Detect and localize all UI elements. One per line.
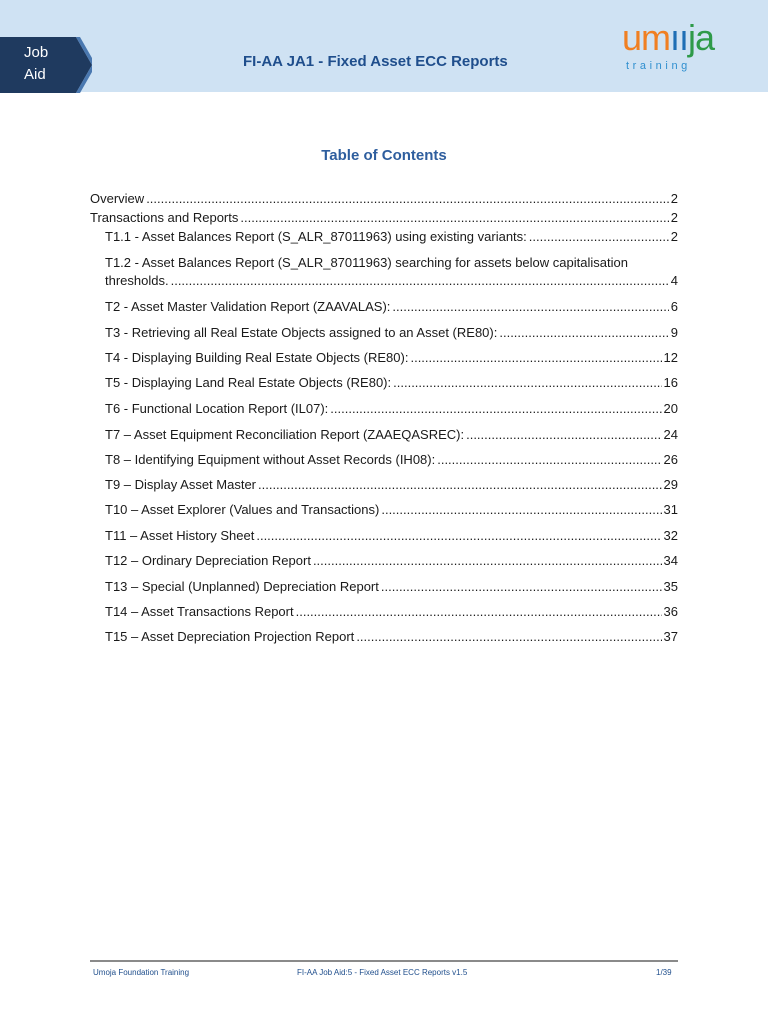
toc-entry-t8[interactable] — [105, 452, 678, 467]
toc-entry-t10[interactable] — [105, 502, 678, 517]
toc-entry-label: T9 – Display Asset Master — [105, 477, 256, 492]
footer-divider — [90, 960, 678, 962]
toc-entry-t4[interactable] — [105, 350, 678, 365]
toc-entry-page: 9 — [670, 325, 678, 340]
toc-leader-dots — [240, 210, 668, 225]
toc-leader-dots — [296, 604, 662, 619]
toc-entry-t15[interactable] — [105, 629, 678, 644]
footer-left-text: Umoja Foundation Training — [93, 968, 190, 977]
toc-leader-dots — [499, 325, 668, 340]
toc-entry-t7[interactable] — [105, 427, 678, 442]
job-aid-tab — [0, 37, 92, 93]
toc-entry-t5[interactable] — [105, 375, 678, 390]
toc-entry-t3[interactable] — [105, 325, 678, 340]
toc-leader-dots — [393, 375, 661, 390]
toc-leader-dots — [392, 299, 668, 314]
footer-center-text: FI-AA Job Aid:5 - Fixed Asset ECC Reports v1.5 — [297, 968, 468, 977]
toc-entry-page: 35 — [663, 579, 678, 594]
toc-entry-label: T14 – Asset Transactions Report — [105, 604, 294, 619]
toc-entry-label: thresholds. — [105, 273, 169, 288]
toc-entry-label: Transactions and Reports — [90, 210, 239, 225]
page-header — [0, 0, 768, 92]
toc-entry-t11[interactable] — [105, 528, 678, 543]
toc-entry-label: T8 – Identifying Equipment without Asset Records (IH08): — [105, 452, 436, 467]
toc-entry-t6[interactable] — [105, 401, 678, 416]
toc-entry-label: T1.1 - Asset Balances Report (S_ALR_87011963) using existing variants: — [105, 229, 527, 244]
toc-leader-dots — [381, 502, 661, 517]
toc-entry-page: 24 — [663, 427, 678, 442]
toc-leader-dots — [258, 477, 662, 492]
toc-entry-label: T6 - Functional Location Report (IL07): — [105, 401, 329, 416]
toc-entry-label: T10 – Asset Explorer (Values and Transactions) — [105, 502, 380, 517]
umoja-logo — [622, 17, 740, 74]
toc-entry-t9[interactable] — [105, 477, 678, 492]
toc-entry-page: 37 — [663, 629, 678, 644]
toc-entry-page: 16 — [663, 375, 678, 390]
toc-entry-page: 32 — [663, 528, 678, 543]
toc-entry-t14[interactable] — [105, 604, 678, 619]
logo-part-um: um — [622, 17, 671, 58]
toc-leader-dots — [313, 553, 662, 568]
logo-subtitle: training — [626, 60, 691, 72]
toc-entry-t1-1[interactable] — [105, 229, 678, 244]
logo-part-ja: ja — [688, 17, 715, 58]
toc-entry-label: T4 - Displaying Building Real Estate Objects (RE80): — [105, 350, 409, 365]
job-aid-label — [24, 42, 48, 86]
toc-entry-transactions-and-reports[interactable] — [90, 210, 678, 225]
toc-entry-page: 6 — [670, 299, 678, 314]
toc-entry-label: T12 – Ordinary Depreciation Report — [105, 553, 311, 568]
toc-entry-t1-2[interactable] — [105, 273, 678, 288]
toc-entry-page: 12 — [663, 350, 678, 365]
toc-entry-t13[interactable] — [105, 579, 678, 594]
logo-wordmark — [622, 16, 714, 60]
toc-leader-dots — [410, 350, 661, 365]
toc-entry-label: T2 - Asset Master Validation Report (ZAAVALAS): — [105, 299, 391, 314]
toc-leader-dots — [146, 191, 669, 206]
document-title: FI-AA JA1 - Fixed Asset ECC Reports — [243, 53, 508, 70]
footer-page-number: 1/39 — [656, 968, 672, 977]
toc-leader-dots — [529, 229, 669, 244]
toc-entry-page: 20 — [663, 401, 678, 416]
toc-leader-dots — [381, 579, 662, 594]
toc-entry-page: 2 — [670, 191, 678, 206]
toc-entry-label: Overview — [90, 191, 145, 206]
toc-entry-page: 36 — [663, 604, 678, 619]
toc-entry-label: T11 – Asset History Sheet — [105, 528, 255, 543]
toc-leader-dots — [256, 528, 661, 543]
toc-entry-page: 2 — [670, 229, 678, 244]
toc-entry-t2[interactable] — [105, 299, 678, 314]
toc-entry-t12[interactable] — [105, 553, 678, 568]
toc-leader-dots — [171, 273, 669, 288]
toc-entry-label: T7 – Asset Equipment Reconciliation Report (ZAAEQASREC): — [105, 427, 465, 442]
toc-entry-page: 34 — [663, 553, 678, 568]
toc-entry-label: T15 – Asset Depreciation Projection Report — [105, 629, 355, 644]
toc-leader-dots — [466, 427, 661, 442]
toc-entry-page: 4 — [670, 273, 678, 288]
toc-leader-dots — [437, 452, 661, 467]
job-aid-line-1: Job — [24, 44, 49, 61]
logo-part-o: ıı — [670, 17, 689, 58]
toc-entry-page: 29 — [663, 477, 678, 492]
toc-entry-page: 26 — [663, 452, 678, 467]
toc-entry-t1-2-line1[interactable]: T1.2 - Asset Balances Report (S_ALR_87011963) searching for assets below capitalisation — [105, 255, 628, 270]
toc-entry-page: 31 — [663, 502, 678, 517]
job-aid-line-2: Aid — [24, 66, 46, 83]
toc-entry-label: T13 – Special (Unplanned) Depreciation Report — [105, 579, 379, 594]
toc-leader-dots — [356, 629, 661, 644]
toc-leader-dots — [330, 401, 661, 416]
toc-entry-overview[interactable] — [90, 191, 678, 206]
toc-entry-label: T3 - Retrieving all Real Estate Objects assigned to an Asset (RE80): — [105, 325, 498, 340]
toc-heading: Table of Contents — [321, 147, 447, 164]
toc-entry-page: 2 — [670, 210, 678, 225]
toc-entry-label: T5 - Displaying Land Real Estate Objects (RE80): — [105, 375, 392, 390]
